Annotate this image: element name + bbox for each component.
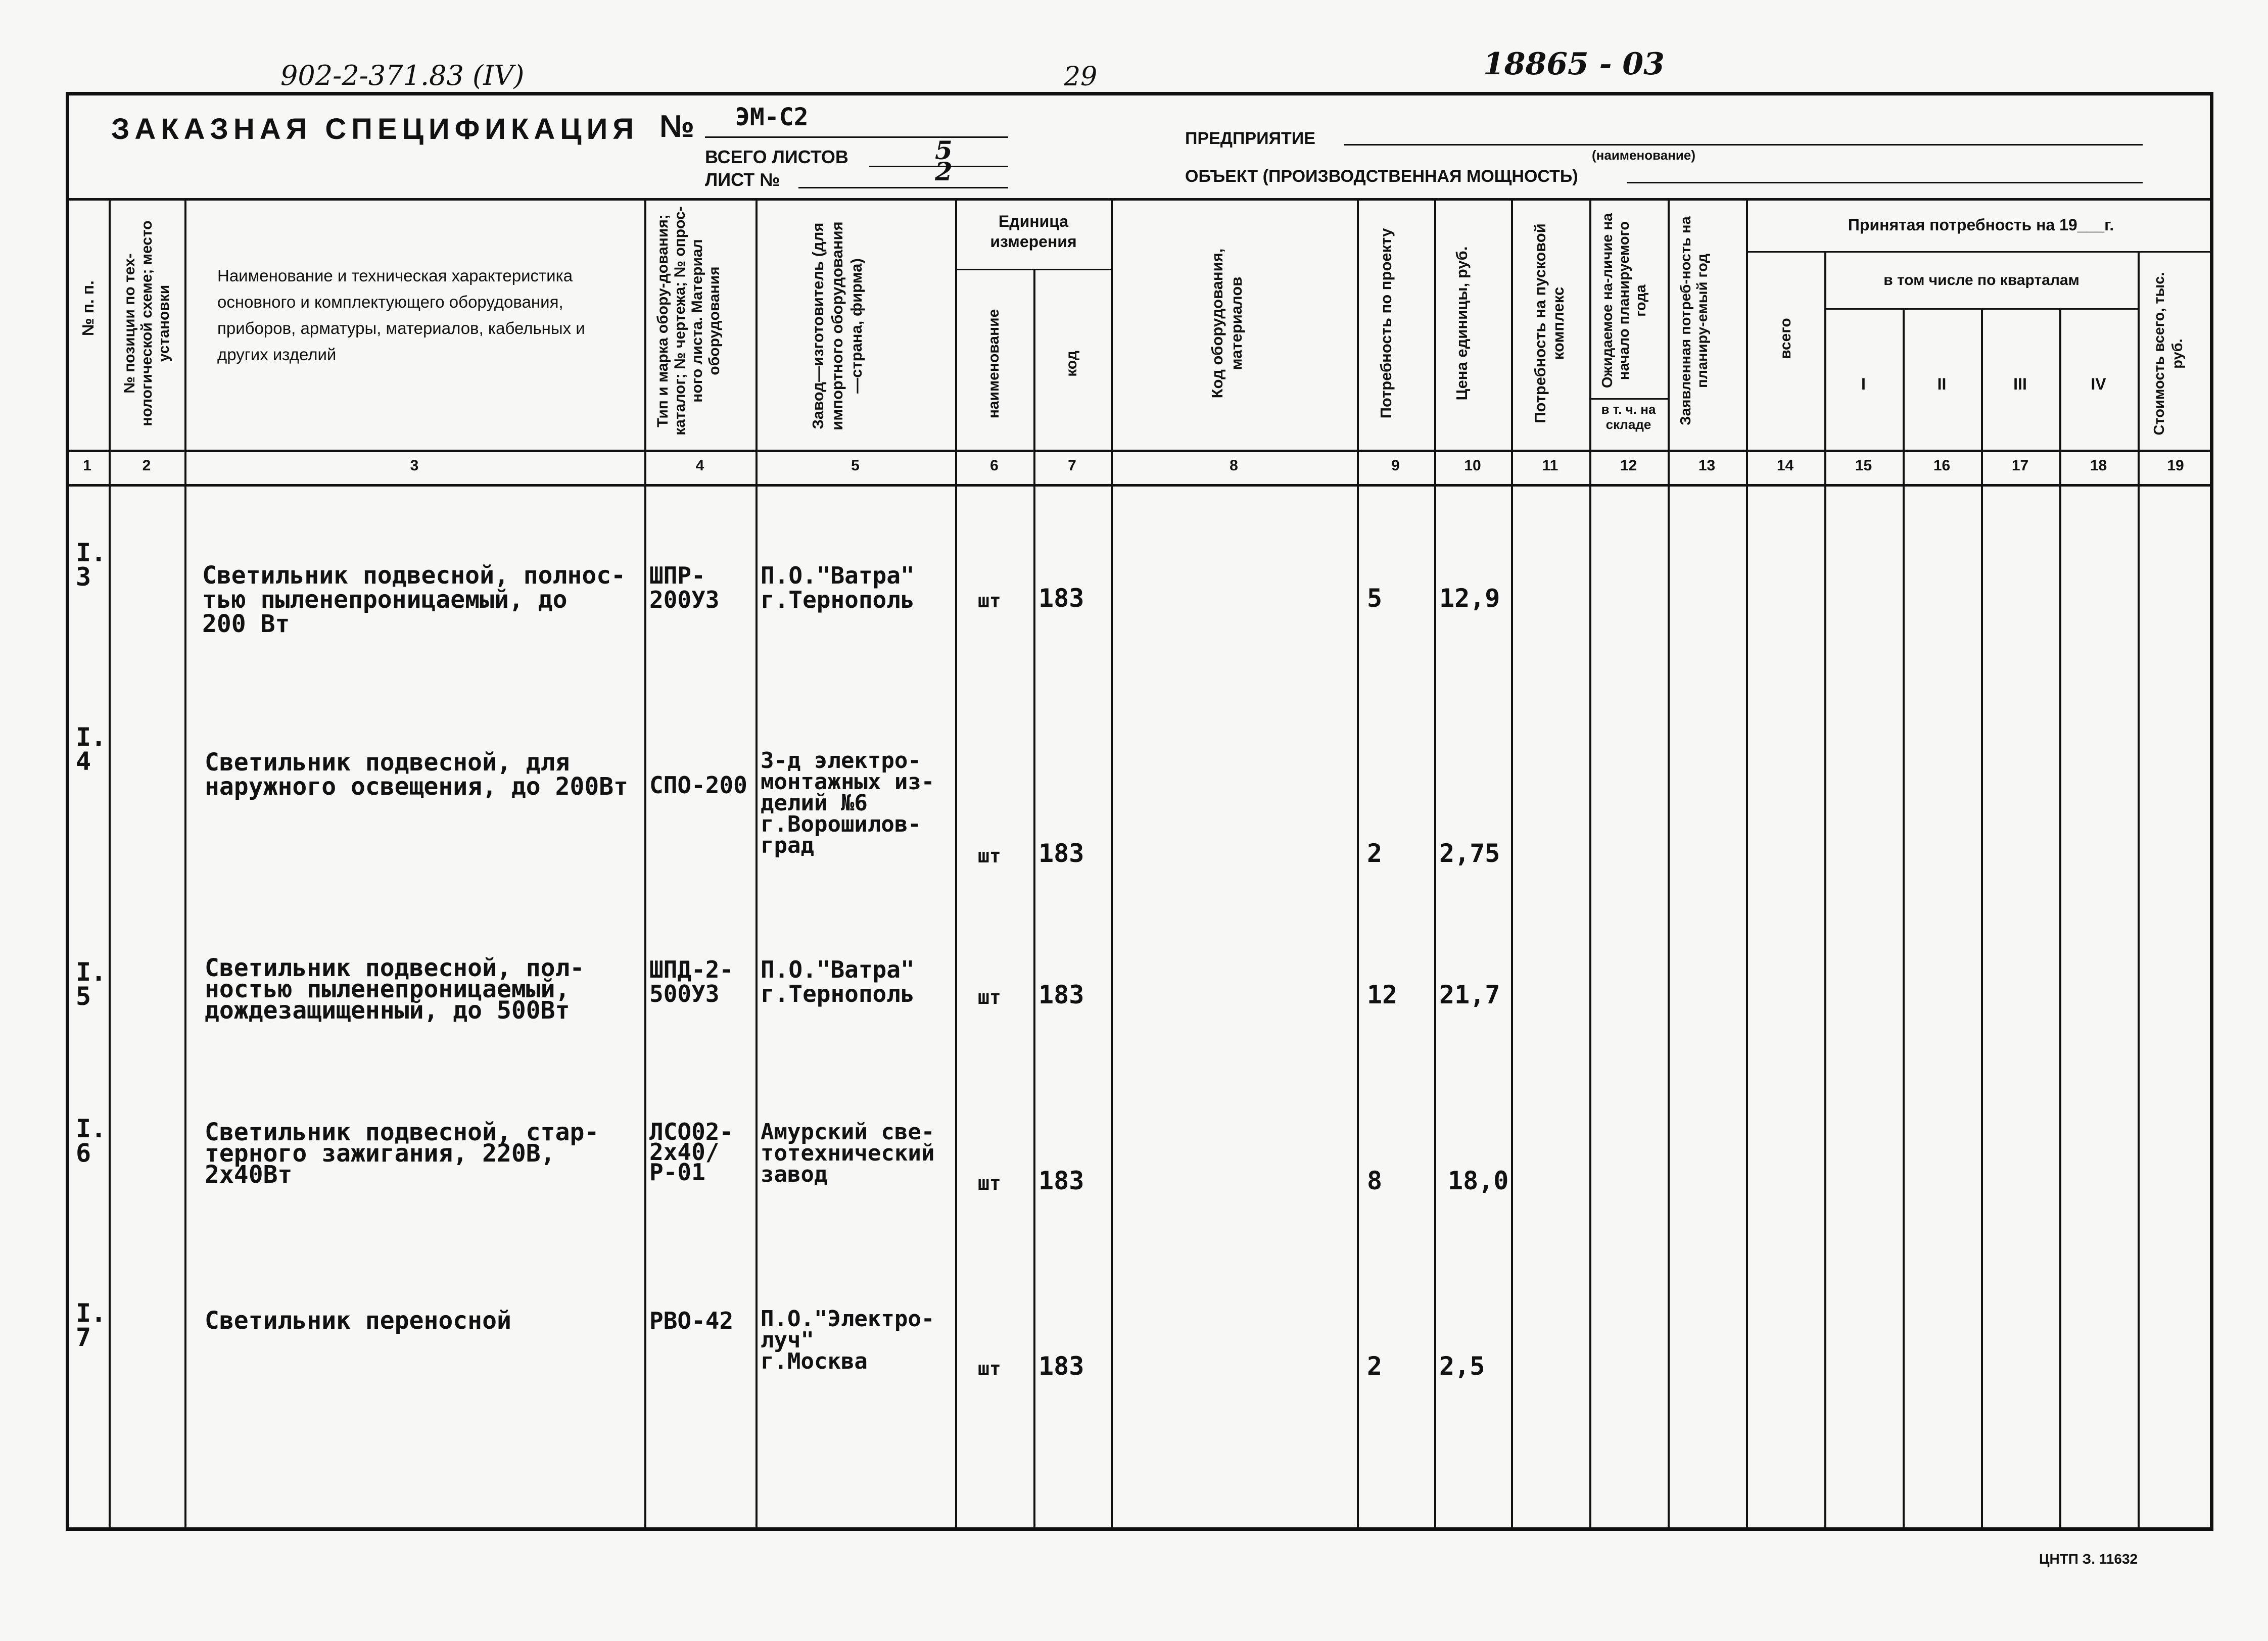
header-quarters-group: в том числе по кварталам [1883, 272, 2080, 288]
row-2-unit: шт [978, 845, 1001, 867]
colnum-2: 2 [142, 457, 151, 474]
total-sheets-value: 5 [935, 135, 953, 165]
vline-5 [955, 198, 957, 1530]
header-c2: № позиции по тех-нологической схеме; место установки [121, 220, 172, 426]
c12-split-line [1589, 398, 1668, 400]
vline-17 [2059, 308, 2061, 1530]
unit-group-line [955, 269, 1111, 270]
row-1-unit: шт [978, 590, 1001, 612]
colnum-13: 13 [1698, 457, 1716, 474]
colnum-14: 14 [1776, 457, 1794, 474]
row-4-maker: Амурский све- тотехнический завод [761, 1119, 935, 1187]
vline-16 [1981, 308, 1983, 1530]
colnum-1: 1 [83, 457, 91, 474]
row-2-qty: 2 [1367, 839, 1383, 868]
vline-3 [644, 198, 646, 1530]
row-3-qty: 12 [1367, 980, 1398, 1009]
row-5-price: 2,5 [1439, 1352, 1485, 1381]
row-5-code: 183 [1038, 1352, 1084, 1381]
row-3-num: I. 5 [76, 957, 107, 1011]
row-4-num: I. 6 [76, 1114, 107, 1168]
row-2-type: СПО-200 [649, 771, 747, 799]
accepted-group-line [1746, 251, 2213, 253]
header-c11: Потребность на пусковой комплекс [1531, 223, 1567, 423]
row-2-maker: З-д электро- монтажных из- делий №6 г.Ворошилов- град [761, 748, 935, 858]
header-q1: I [1861, 375, 1866, 393]
header-divider [66, 450, 2213, 452]
sheet-label: ЛИСТ № [705, 169, 780, 190]
colnum-19: 19 [2167, 457, 2184, 474]
colnum-15: 15 [1855, 457, 1872, 474]
header-q4: IV [2091, 375, 2106, 393]
vline-13 [1746, 198, 1748, 1530]
colnum-divider [66, 484, 2213, 487]
colnum-9: 9 [1391, 457, 1400, 474]
header-accepted-group: Принятая потребность на 19___г. [1848, 216, 2114, 234]
colnum-12: 12 [1620, 457, 1637, 474]
colnum-18: 18 [2090, 457, 2107, 474]
object-field[interactable] [1627, 159, 2143, 183]
header-c19: Стоимость всего, тыс. руб. [2151, 272, 2186, 436]
sheet-field [798, 157, 1008, 188]
header-c13: Заявленная потреб-ность на планиру-емый год [1678, 216, 1711, 425]
colnum-7: 7 [1068, 457, 1076, 474]
header-c4: Тип и марка обору-дования; каталог; № чертежа; № опрос-ного листа. Материал оборудования [654, 206, 723, 436]
row-3-type: ШПД-2- 500У3 [649, 956, 734, 1007]
enterprise-field[interactable] [1344, 121, 2143, 146]
sheet-value: 2 [935, 157, 953, 186]
number-value: ЭМ-С2 [735, 103, 809, 131]
colnum-8: 8 [1230, 457, 1238, 474]
object-label: ОБЪЕКТ (ПРОИЗВОДСТВЕННАЯ МОЩНОСТЬ) [1185, 167, 1578, 186]
row-3-price: 21,7 [1439, 980, 1500, 1009]
row-1-name: Светильник подвесной, полнос- тью пыленепроницаемый, до 200 Вт [202, 561, 626, 638]
row-1-maker: П.О."Ватра" г.Тернополь [761, 562, 915, 613]
row-4-qty: 8 [1367, 1166, 1383, 1195]
form-heading: ЗАКАЗНАЯ СПЕЦИФИКАЦИЯ [111, 113, 639, 146]
colnum-16: 16 [1933, 457, 1951, 474]
header-c7: код [1063, 351, 1080, 377]
header-unit-group: Единица измерения [990, 212, 1077, 251]
vline-15 [1903, 308, 1905, 1530]
colnum-10: 10 [1464, 457, 1481, 474]
vline-11 [1589, 198, 1591, 1530]
row-5-type: РВО-42 [649, 1307, 734, 1334]
number-label: № [659, 109, 695, 144]
colnum-5: 5 [851, 457, 860, 474]
header-q3: III [2013, 375, 2027, 393]
vline-12 [1668, 198, 1670, 1530]
vline-7 [1111, 198, 1113, 1530]
row-3-unit: шт [978, 986, 1001, 1008]
name-caption: (наименование) [1592, 148, 1695, 163]
row-2-price: 2,75 [1439, 839, 1500, 868]
page-number: 29 [1064, 62, 1098, 92]
colnum-4: 4 [695, 457, 704, 474]
row-5-unit: шт [978, 1358, 1001, 1380]
row-5-maker: П.О."Электро- луч" г.Москва [761, 1306, 935, 1374]
row-1-qty: 5 [1367, 584, 1383, 613]
header-c9: Потребность по проекту [1377, 228, 1395, 419]
row-4-price: 18,0 [1448, 1166, 1509, 1195]
row-4-name: Светильник подвесной, стар- терного зажигания, 220В, 2х40Вт [205, 1118, 599, 1189]
vline-2 [184, 198, 186, 1530]
row-5-qty: 2 [1367, 1352, 1383, 1381]
row-1-code: 183 [1038, 584, 1084, 613]
row-2-code: 183 [1038, 839, 1084, 868]
header-c8: Код оборудования, материалов [1208, 248, 1245, 399]
vline-14 [1824, 251, 1826, 1530]
vline-9 [1434, 198, 1436, 1530]
header-c6: наименование [985, 309, 1002, 419]
enterprise-label: ПРЕДПРИЯТИЕ [1185, 129, 1315, 148]
row-3-maker: П.О."Ватра" г.Тернополь [761, 956, 915, 1007]
row-4-unit: шт [978, 1172, 1001, 1194]
row-2-name: Светильник подвесной, для наружного освещения, до 200Вт [205, 748, 629, 801]
header-c12: Ожидаемое на-личие на начало планируемого года [1599, 213, 1649, 389]
row-4-type: ЛСО02- 2х40/ Р-01 [649, 1118, 734, 1186]
title-divider [66, 198, 2213, 201]
header-c12b: в т. ч. на складе [1601, 402, 1656, 432]
row-1-price: 12,9 [1439, 584, 1500, 613]
header-c3: Наименование и техническая характеристика основного и комплектующего оборудования, приборов, арматуры, материалов, кабельных и других изделий [217, 266, 585, 364]
row-5-name: Светильник переносной [205, 1307, 511, 1335]
doc-code: 902-2-371.83 (IV) [280, 60, 525, 91]
colnum-11: 11 [1542, 457, 1558, 474]
colnum-17: 17 [2011, 457, 2029, 474]
total-sheets-label: ВСЕГО ЛИСТОВ [705, 147, 848, 167]
header-c14: всего [1777, 318, 1794, 359]
row-3-name: Светильник подвесной, пол- ностью пыленепроницаемый, дождезащищенный, до 500Вт [205, 954, 585, 1025]
colnum-3: 3 [410, 457, 419, 474]
header-q2: II [1937, 375, 1947, 393]
vline-1 [109, 198, 111, 1530]
header-c5: Завод—изготовитель (для импортного оборудования —страна, фирма) [809, 221, 865, 430]
header-c1: № п. п. [79, 280, 97, 336]
row-2-num: I. 4 [76, 722, 107, 776]
vline-18 [2138, 251, 2140, 1530]
vline-4 [755, 198, 758, 1530]
row-4-code: 183 [1038, 1166, 1084, 1195]
vline-10 [1511, 198, 1513, 1530]
print-stamp: ЦНТП З. 11632 [2039, 1551, 2138, 1567]
row-3-code: 183 [1038, 980, 1084, 1009]
sheet-code: 18865 - 03 [1483, 46, 1665, 82]
row-1-num: I. 3 [76, 538, 107, 592]
row-1-type: ШПР- 200У3 [649, 562, 720, 613]
row-5-num: I. 7 [76, 1298, 107, 1352]
number-field [705, 101, 1008, 138]
header-c10: Цена единицы, руб. [1453, 246, 1471, 401]
vline-8 [1357, 198, 1359, 1530]
colnum-6: 6 [990, 457, 999, 474]
